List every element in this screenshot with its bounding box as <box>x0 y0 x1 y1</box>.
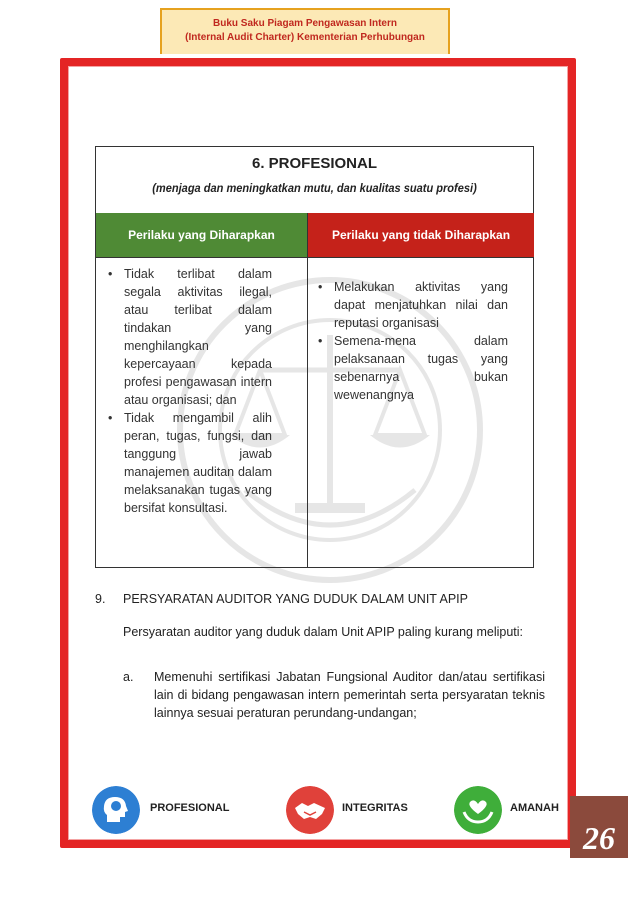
footer-label-profesional: PROFESIONAL <box>150 802 230 814</box>
item-letter: a. <box>123 670 134 684</box>
bullet-icon: • <box>318 280 323 294</box>
header-line-2: (Internal Audit Charter) Kementerian Perhubungan <box>185 32 425 43</box>
handshake-icon <box>286 786 334 834</box>
bullet-icon: • <box>108 411 113 425</box>
list-item: • Semena-mena dalam pelaksanaan tugas yang sebenarnya bukan wewenangnya <box>318 334 508 402</box>
section-title: PERSYARATAN AUDITOR YANG DUDUK DALAM UNIT APIP <box>123 592 468 606</box>
column-header-expected: Perilaku yang Diharapkan <box>96 213 307 257</box>
not-expected-behaviors <box>314 278 508 404</box>
table-subtitle: (menjaga dan meningkatkan mutu, dan kualitas suatu profesi) <box>152 181 477 195</box>
footer-label-integritas: INTEGRITAS <box>342 802 408 814</box>
column-divider <box>307 213 308 568</box>
header-line-1: Buku Saku Piagam Pengawasan Intern <box>213 18 397 29</box>
item-text: Memenuhi sertifikasi Jabatan Fungsional Auditor dan/atau sertifikasi lain di bidang pengawasan intern pemerintah serta persyaratan teknis lainnya sesuai peraturan perundang-undangan; <box>154 670 545 720</box>
section-intro: Persyaratan auditor yang duduk dalam Unit APIP paling kurang meliputi: <box>123 625 524 639</box>
list-item: • Tidak mengambil alih peran, tugas, fungsi, dan tanggung jawab manajemen auditan dalam melaksanakan tugas yang bersifat konsultasi. <box>108 411 272 515</box>
hands-heart-icon <box>454 786 502 834</box>
bullet-icon: • <box>318 334 323 348</box>
page-number: 26 <box>583 820 615 856</box>
section-number: 9. <box>95 592 106 606</box>
list-item: • Tidak terlibat dalam segala aktivitas ilegal, atau terlibat dalam tindakan yang menghilangkan kepercayaan kepada profesi pengawasan intern atau organisasi; dan <box>108 267 272 407</box>
document-header <box>160 8 450 54</box>
head-profile-icon <box>92 786 140 834</box>
column-header-not-expected: Perilaku yang tidak Diharapkan <box>308 213 534 257</box>
table-title: 6. PROFESIONAL <box>251 155 378 172</box>
behavior-table <box>95 146 534 568</box>
table-divider <box>96 257 533 258</box>
expected-behaviors <box>104 265 272 517</box>
bullet-icon: • <box>108 267 113 281</box>
list-item: • Melakukan aktivitas yang dapat menjatuhkan nilai dan reputasi organisasi <box>318 280 508 330</box>
footer-label-amanah: AMANAH <box>510 802 559 814</box>
